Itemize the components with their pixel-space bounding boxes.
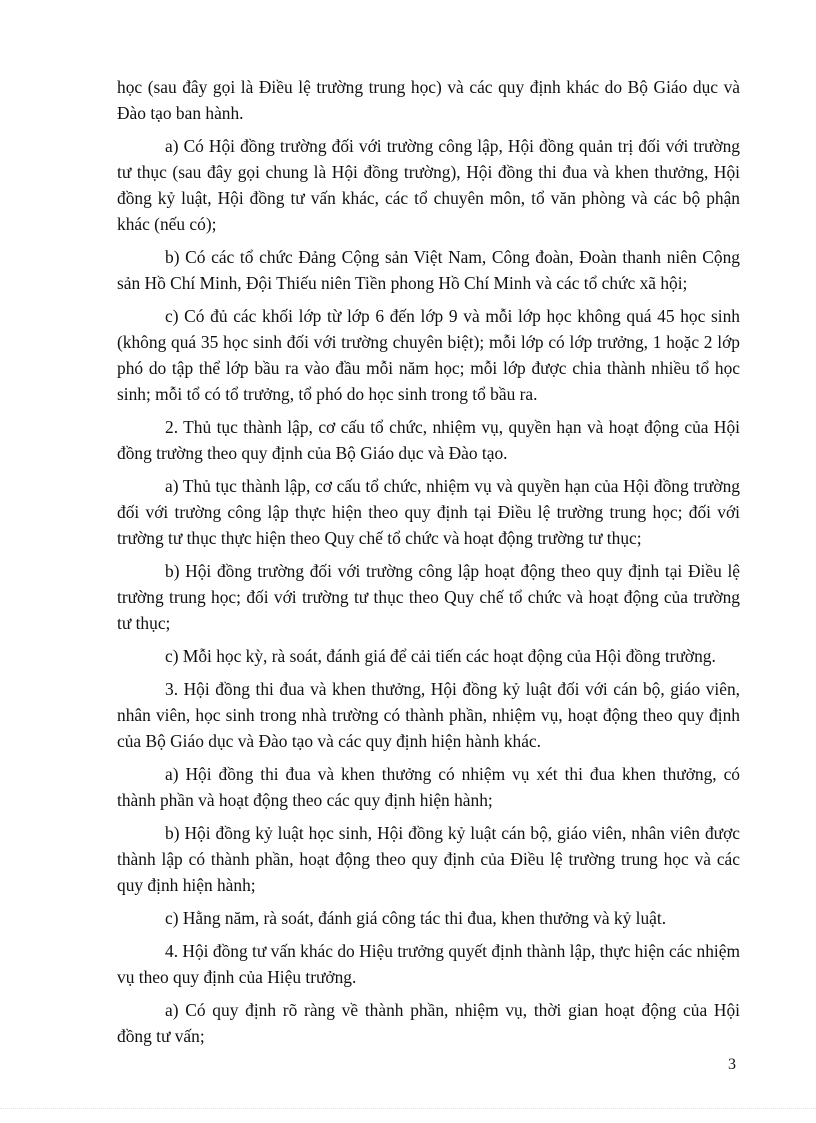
page-number: 3 [728,1056,736,1073]
paragraph-3: 3. Hội đồng thi đua và khen thưởng, Hội đồng kỷ luật đối với cán bộ, giáo viên, nhân viên, học sinh trong nhà trường có thành phần, nhiệm vụ, hoạt động theo quy định của Bộ Giáo dục và Đào tạo và các quy định hiện hành khác. [117,679,740,751]
paragraph-4a: a) Có quy định rõ ràng về thành phần, nhiệm vụ, thời gian hoạt động của Hội đồng tư vấn; [117,1000,740,1046]
paragraph-2a: a) Thủ tục thành lập, cơ cấu tổ chức, nhiệm vụ và quyền hạn của Hội đồng trường đối với trường công lập thực hiện theo quy định tại Điều lệ trường trung học; đối với trường tư thục thực hiện theo Quy chế tổ chức và hoạt động trường tư thục; [117,476,740,548]
paragraph-2c: c) Mỗi học kỳ, rà soát, đánh giá để cải tiến các hoạt động của Hội đồng trường. [165,646,716,666]
paragraph-1c: c) Có đủ các khối lớp từ lớp 6 đến lớp 9 và mỗi lớp học không quá 45 học sinh (không quá 35 học sinh đối với trường chuyên biệt); mỗi lớp có lớp trưởng, 1 hoặc 2 lớp phó do tập thể lớp bầu ra vào đầu mỗi năm học; mỗi lớp được chia thành nhiều tổ học sinh; mỗi tổ có tổ trưởng, tổ phó do học sinh trong tổ bầu ra. [117,306,740,404]
paragraph-3c: c) Hằng năm, rà soát, đánh giá công tác thi đua, khen thưởng và kỷ luật. [165,908,667,928]
paragraph-3a: a) Hội đồng thi đua và khen thưởng có nhiệm vụ xét thi đua khen thưởng, có thành phần và hoạt động theo các quy định hiện hành; [117,764,740,810]
paragraph-4: 4. Hội đồng tư vấn khác do Hiệu trưởng quyết định thành lập, thực hiện các nhiệm vụ theo quy định của Hiệu trưởng. [117,941,740,987]
paragraph-3b: b) Hội đồng kỷ luật học sinh, Hội đồng kỷ luật cán bộ, giáo viên, nhân viên được thành lập có thành phần, hoạt động theo quy định của Điều lệ trường trung học và các quy định hiện hành; [117,823,740,895]
paragraph-2b: b) Hội đồng trường đối với trường công lập hoạt động theo quy định tại Điều lệ trường trung học; đối với trường tư thục theo Quy chế tổ chức và hoạt động của trường tư thục; [117,561,740,633]
page-bottom-divider [0,1108,816,1109]
paragraph-2: 2. Thủ tục thành lập, cơ cấu tổ chức, nhiệm vụ, quyền hạn và hoạt động của Hội đồng trường theo quy định của Bộ Giáo dục và Đào tạo. [117,417,740,463]
paragraph-1b: b) Có các tổ chức Đảng Cộng sản Việt Nam, Công đoàn, Đoàn thanh niên Cộng sản Hồ Chí Minh, Đội Thiếu niên Tiền phong Hồ Chí Minh và các tổ chức xã hội; [117,247,740,293]
paragraph-continuation: học (sau đây gọi là Điều lệ trường trung học) và các quy định khác do Bộ Giáo dục và Đào tạo ban hành. [117,77,740,123]
paragraph-1a: a) Có Hội đồng trường đối với trường công lập, Hội đồng quản trị đối với trường tư thục (sau đây gọi chung là Hội đồng trường), Hội đồng thi đua và khen thưởng, Hội đồng kỷ luật, Hội đồng tư vấn khác, các tổ chuyên môn, tổ văn phòng và các bộ phận khác (nếu có); [117,136,740,234]
document-body [117,74,740,1056]
